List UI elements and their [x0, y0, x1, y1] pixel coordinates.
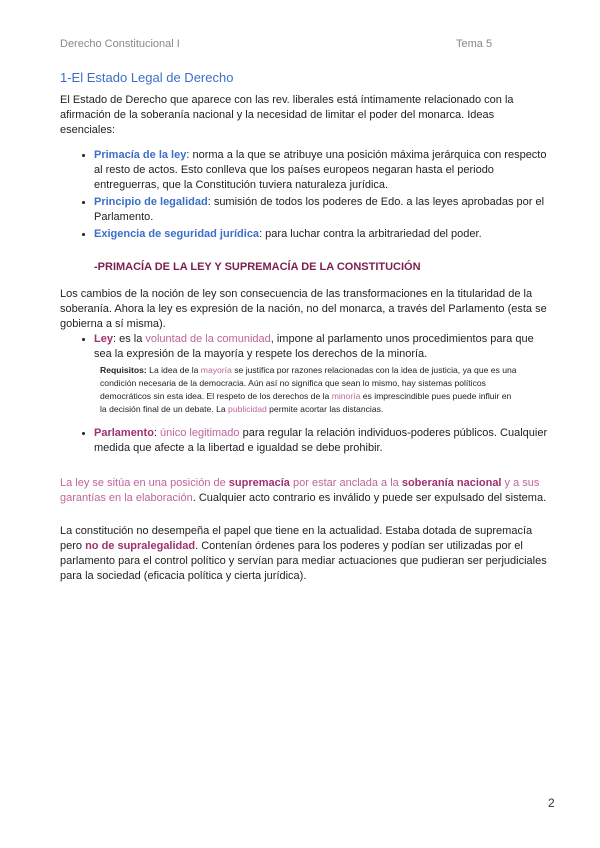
requisitos-text: se justifica por razones relacionadas con la idea de justicia, ya que es una condición necesaria de la democracia. Aún así no significa que sean lo mismo, hay sistemas políticos democráticos sin esta idea. El respeto de los derechos de la: [100, 365, 517, 401]
list-item: [94, 227, 550, 242]
requisitos-block: [100, 364, 520, 416]
soberania-bold: soberanía nacional: [401, 477, 502, 489]
intro-paragraph: El Estado de Derecho que aparece con las rev. liberales está íntimamente relacionado con la afirmación de la soberanía nacional y la necesidad de limitar el poder del monarca. Ideas esenciales:: [60, 94, 514, 136]
parlamento-highlight: único legitimado: [160, 427, 240, 439]
subsection-title: -PRIMACÍA DE LA LEY Y SUPREMACÍA DE LA CONSTITUCIÓN: [94, 261, 421, 273]
supremacia-bold: supremacía: [228, 477, 290, 489]
parlamento-text-2: para regular la relación individuos-poderes públicos. Cualquier medida que afecte a la libertad e igualdad se debe prohibir.: [94, 427, 548, 454]
requisitos-text: La idea de la: [146, 365, 201, 375]
list-item: [94, 195, 550, 225]
requisitos-text: es imprescindible pues puede influir en la decisión final de un debate. La: [100, 391, 512, 414]
requisitos-text: permite acortar las distancias.: [266, 404, 384, 414]
requisitos-highlight: publicidad: [228, 404, 267, 414]
section-title: 1-El Estado Legal de Derecho: [60, 70, 234, 85]
header-subject: Derecho Constitucional I: [60, 38, 180, 50]
idea-term: Primacía de la ley: [94, 149, 187, 161]
requisitos-label: Requisitos:: [100, 365, 147, 375]
constitucion-text-2: . Contenían órdenes para los poderes y podían ser utilizadas por el parlamento para el control político y servían para mediar actuaciones que pudieran ser perjudiciales para la sociedad (eficacia política y cierta jurídica).: [60, 540, 547, 582]
idea-term: Principio de legalidad: [94, 196, 208, 208]
supremacia-text: por estar anclada a la: [289, 477, 402, 489]
parlamento-text: :: [153, 427, 161, 439]
list-item: [94, 148, 550, 193]
idea-text: : sumisión de todos los poderes de Edo. a las leyes aprobadas por el Parlamento.: [94, 196, 545, 223]
idea-term: Exigencia de seguridad jurídica: [94, 228, 260, 240]
parlamento-list: [60, 426, 550, 456]
list-item-ley: [94, 332, 550, 362]
idea-text: : norma a la que se atribuye una posición máxima jerárquica con respecto al resto de actos. Esto conlleva que los países europeos negaran hasta el periodo entreguerras, que la Constitución tuviera naturaleza jurídica.: [94, 149, 547, 191]
concepts-list: [60, 332, 550, 362]
ideas-list: [60, 148, 550, 242]
requisitos-highlight: minoría: [331, 391, 361, 401]
paragraph-soberania: Los cambios de la noción de ley son consecuencia de las transformaciones en la titularidad de la soberanía. Ahora la ley es expresión de la nación, no del monarca, a través del Parlamento (esta se gobierna a sí misma).: [60, 288, 547, 330]
supremacia-text: La ley se sitúa en una posición de: [60, 477, 229, 489]
requisitos-highlight: mayoría: [200, 365, 232, 375]
paragraph-supremacia: [60, 476, 550, 506]
idea-text: : para luchar contra la arbitrariedad del poder.: [259, 228, 482, 240]
header-topic: Tema 5: [456, 38, 493, 50]
paragraph-constitucion: [60, 524, 550, 584]
ley-term: Ley: [94, 333, 113, 345]
supremacia-rest: . Cualquier acto contrario es inválido y puede ser expulsado del sistema.: [192, 492, 547, 504]
page-number: 2: [548, 796, 555, 810]
ley-text-2: , impone al parlamento unos procedimientos para que sea la expresión de la mayoría y respete los derechos de la minoría.: [94, 333, 534, 360]
list-item-parlamento: [94, 426, 550, 456]
parlamento-term: Parlamento: [94, 427, 154, 439]
document-body: [60, 70, 550, 584]
ley-highlight: voluntad de la comunidad: [145, 333, 271, 345]
ley-text: : es la: [112, 333, 146, 345]
constitucion-text: La constitución no desempeña el papel que tiene en la actualidad. Estaba dotada de supremacía pero: [60, 525, 533, 552]
supralegalidad-bold: no de supralegalidad: [85, 540, 196, 552]
supremacia-text: y a sus garantías en la elaboración: [60, 477, 540, 504]
